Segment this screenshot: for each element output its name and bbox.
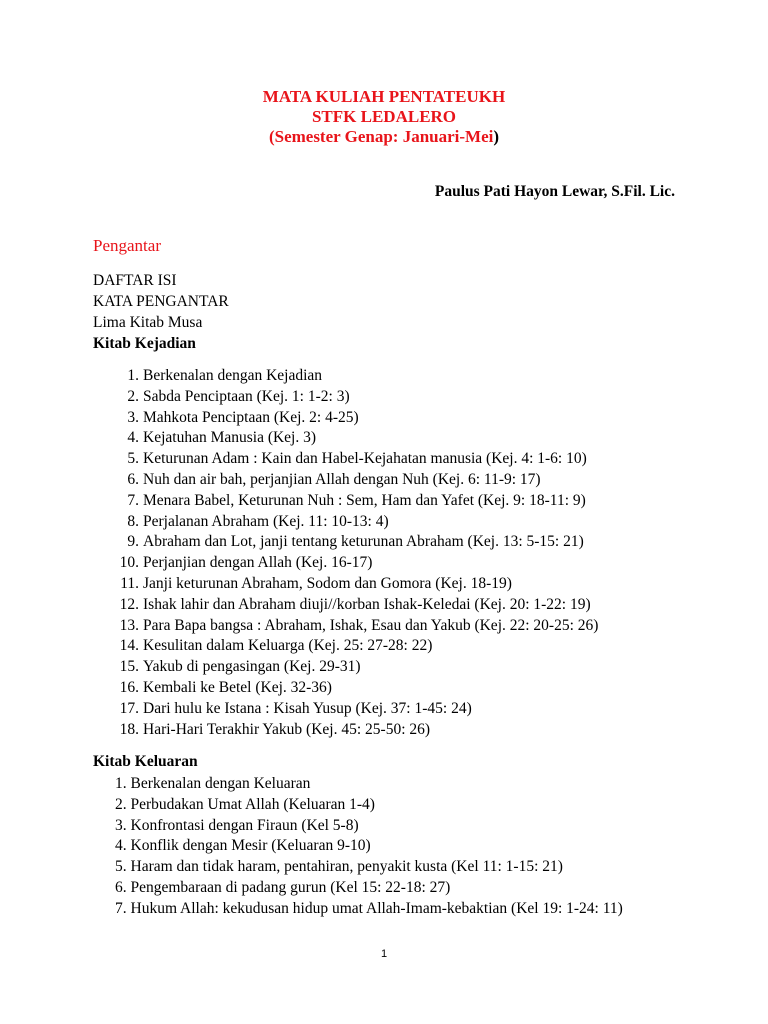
list-item	[110, 532, 598, 553]
item-number: 14.	[119, 637, 139, 655]
list-item: 3. Konfrontasi dengan Firaun (Kel 5-8)	[115, 816, 359, 834]
list-item: 4. Konflik dengan Mesir (Keluaran 9-10)	[115, 837, 371, 855]
item-text: Kesulitan dalam Keluarga (Kej. 25: 27-28: 22)	[143, 637, 433, 655]
author-name: Paulus Pati Hayon Lewar, S.Fil. Lic.	[434, 183, 675, 200]
item-text: Perjanjian dengan Allah (Kej. 16-17)	[143, 554, 373, 572]
heading-kitab-keluaran: Kitab Keluaran	[93, 753, 198, 770]
institution-name: STFK LEDALERO	[311, 107, 457, 126]
item-number: 5.	[127, 450, 139, 468]
list-item	[110, 553, 598, 574]
list-item	[110, 449, 598, 470]
table-of-contents	[93, 270, 229, 354]
list-item	[110, 657, 598, 678]
item-text: Dari hulu ke Istana : Kisah Yusup (Kej. 37: 1-45: 24)	[143, 699, 472, 717]
list-item	[110, 574, 598, 595]
list-item: 5. Haram dan tidak haram, pentahiran, penyakit kusta (Kel 11: 1-15: 21)	[115, 858, 563, 876]
keluaran-list	[115, 774, 623, 920]
list-item	[110, 699, 598, 720]
item-text: Perjalanan Abraham (Kej. 11: 10-13: 4)	[143, 512, 389, 530]
item-number: 2.	[127, 387, 139, 405]
list-item	[110, 470, 598, 491]
page-number: 1	[380, 948, 388, 960]
semester-text: (Semester Genap: Januari-Mei	[268, 127, 494, 146]
list-item	[110, 636, 598, 657]
list-item	[110, 408, 598, 429]
list-item	[110, 678, 598, 699]
item-number: 15.	[119, 658, 139, 676]
section-pengantar: Pengantar	[93, 236, 161, 255]
item-number: 4.	[127, 429, 139, 447]
list-item: 6. Pengembaraan di padang gurun (Kel 15: 22-18: 27)	[115, 878, 451, 896]
item-number: 10.	[119, 554, 139, 572]
item-number: 8.	[127, 512, 139, 530]
item-number: 9.	[127, 533, 139, 551]
list-item: 2. Perbudakan Umat Allah (Keluaran 1-4)	[115, 795, 375, 813]
item-number: 3.	[127, 408, 139, 426]
item-text: Yakub di pengasingan (Kej. 29-31)	[143, 658, 361, 676]
semester-close-paren: )	[493, 127, 500, 146]
item-number: 17.	[119, 699, 139, 717]
item-text: Hari-Hari Terakhir Yakub (Kej. 45: 25-50: 26)	[143, 720, 431, 738]
item-number: 18.	[119, 720, 139, 738]
title-block	[0, 87, 768, 147]
list-item	[110, 428, 598, 449]
item-text: Kembali ke Betel (Kej. 32-36)	[143, 678, 332, 696]
kejadian-list	[110, 366, 598, 740]
list-item	[110, 595, 598, 616]
item-text: Kejatuhan Manusia (Kej. 3)	[143, 429, 317, 447]
item-text: Para Bapa bangsa : Abraham, Ishak, Esau dan Yakub (Kej. 22: 20-25: 26)	[143, 616, 599, 634]
list-item	[110, 491, 598, 512]
toc-daftar-isi: DAFTAR ISI	[93, 272, 177, 289]
item-number: 13.	[119, 616, 139, 634]
list-item	[110, 616, 598, 637]
item-number: 1.	[127, 367, 139, 384]
course-title: MATA KULIAH PENTATEUKH	[262, 87, 506, 106]
list-item: 7. Hukum Allah: kekudusan hidup umat Allah-Imam-kebaktian (Kel 19: 1-24: 11)	[115, 899, 623, 917]
list-item	[110, 366, 598, 387]
toc-kitab-kejadian: Kitab Kejadian	[93, 335, 196, 352]
item-text: Mahkota Penciptaan (Kej. 2: 4-25)	[143, 408, 359, 426]
item-text: Keturunan Adam : Kain dan Habel-Kejahatan manusia (Kej. 4: 1-6: 10)	[143, 450, 587, 468]
item-text: Sabda Penciptaan (Kej. 1: 1-2: 3)	[143, 387, 350, 405]
item-text: Berkenalan dengan Kejadian	[143, 367, 323, 384]
list-item	[110, 512, 598, 533]
toc-lima-kitab: Lima Kitab Musa	[93, 314, 203, 331]
item-text: Ishak lahir dan Abraham diuji//korban Ishak-Keledai (Kej. 20: 1-22: 19)	[143, 595, 591, 613]
item-number: 6.	[127, 470, 139, 488]
list-item	[110, 720, 598, 741]
item-number: 16.	[119, 678, 139, 696]
item-number: 12.	[119, 595, 139, 613]
item-number: 7.	[127, 491, 139, 509]
list-item: 1. Berkenalan dengan Keluaran	[115, 775, 311, 792]
item-text: Janji keturunan Abraham, Sodom dan Gomora (Kej. 18-19)	[143, 574, 512, 592]
semester-line	[0, 127, 768, 147]
item-number: 11.	[120, 574, 139, 592]
item-text: Abraham dan Lot, janji tentang keturunan Abraham (Kej. 13: 5-15: 21)	[143, 533, 584, 551]
item-text: Menara Babel, Keturunan Nuh : Sem, Ham dan Yafet (Kej. 9: 18-11: 9)	[143, 491, 586, 509]
item-text: Nuh dan air bah, perjanjian Allah dengan Nuh (Kej. 6: 11-9: 17)	[143, 470, 541, 488]
list-item	[110, 387, 598, 408]
toc-kata-pengantar: KATA PENGANTAR	[93, 293, 229, 310]
